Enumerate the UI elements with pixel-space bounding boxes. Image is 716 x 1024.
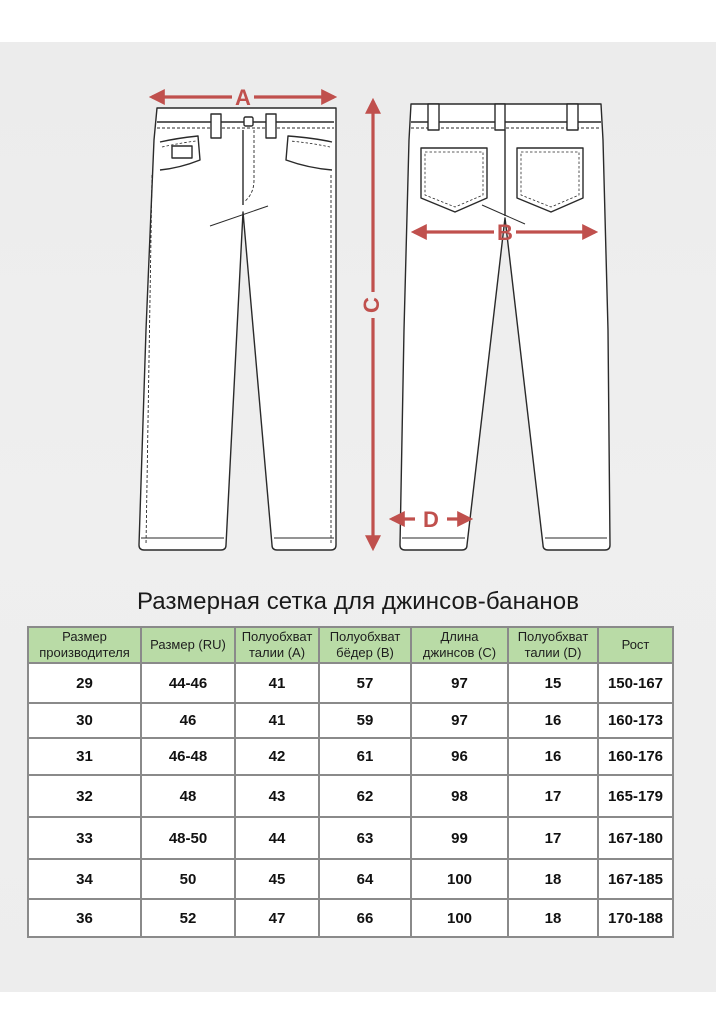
col-waist-half-cell: 47	[235, 899, 319, 937]
col-ru-size-cell: 46-48	[141, 738, 235, 775]
header-text: Длина	[440, 629, 479, 644]
col-jeans-length-cell: 100	[411, 859, 508, 899]
col-jeans-length-cell: 97	[411, 703, 508, 738]
header-text: Полуобхват	[241, 629, 313, 644]
col-height-cell: 165-179	[598, 775, 673, 817]
col-hem-half-cell: 16	[508, 738, 598, 775]
col-ru-size-cell: 50	[141, 859, 235, 899]
col-hem-half-header	[508, 627, 598, 663]
col-ru-size-cell: 48	[141, 775, 235, 817]
table-row	[28, 738, 673, 775]
size-table	[27, 626, 674, 938]
col-hips-half-cell: 63	[319, 817, 411, 859]
col-waist-half-cell: 45	[235, 859, 319, 899]
col-hem-half-cell: 17	[508, 817, 598, 859]
col-height-header	[598, 627, 673, 663]
header-text: Полуобхват	[517, 629, 589, 644]
col-waist-half-cell: 43	[235, 775, 319, 817]
header-text: Размер (RU)	[150, 637, 226, 652]
header-text: производителя	[39, 645, 130, 660]
label-a: A	[235, 85, 251, 110]
col-ru-size-cell: 48-50	[141, 817, 235, 859]
table-body	[28, 663, 673, 937]
col-ru-size-cell: 44-46	[141, 663, 235, 703]
col-manufacturer-size-cell: 31	[28, 738, 141, 775]
col-height-cell: 167-185	[598, 859, 673, 899]
col-ru-size-header	[141, 627, 235, 663]
label-b: B	[497, 220, 513, 245]
col-jeans-length-cell: 98	[411, 775, 508, 817]
col-manufacturer-size-cell: 29	[28, 663, 141, 703]
col-hem-half-cell: 18	[508, 859, 598, 899]
col-height-cell: 150-167	[598, 663, 673, 703]
jeans-back-drawing	[400, 104, 610, 550]
table-row	[28, 859, 673, 899]
jeans-front-drawing	[139, 108, 336, 550]
col-manufacturer-size-cell: 33	[28, 817, 141, 859]
col-jeans-length-cell: 96	[411, 738, 508, 775]
col-waist-half-header	[235, 627, 319, 663]
col-manufacturer-size-header	[28, 627, 141, 663]
col-hem-half-cell: 16	[508, 703, 598, 738]
col-hem-half-cell: 17	[508, 775, 598, 817]
col-ru-size-cell: 52	[141, 899, 235, 937]
label-c: C	[358, 297, 384, 313]
col-hips-half-cell: 64	[319, 859, 411, 899]
col-hem-half-cell: 15	[508, 663, 598, 703]
table-header-row	[28, 627, 673, 663]
col-hips-half-cell: 62	[319, 775, 411, 817]
header-text: бёдер (В)	[336, 645, 394, 660]
col-jeans-length-header	[411, 627, 508, 663]
col-hem-half-cell: 18	[508, 899, 598, 937]
col-waist-half-cell: 41	[235, 703, 319, 738]
col-jeans-length-cell: 97	[411, 663, 508, 703]
col-hips-half-cell: 57	[319, 663, 411, 703]
col-hips-half-cell: 66	[319, 899, 411, 937]
col-hips-half-cell: 61	[319, 738, 411, 775]
col-height-cell: 160-173	[598, 703, 673, 738]
col-waist-half-cell: 41	[235, 663, 319, 703]
col-height-cell: 167-180	[598, 817, 673, 859]
header-text: Рост	[621, 637, 650, 652]
header-text: Полуобхват	[329, 629, 401, 644]
table-row	[28, 899, 673, 937]
jeans-diagram	[0, 42, 716, 562]
col-waist-half-cell: 42	[235, 738, 319, 775]
table-row	[28, 703, 673, 738]
table-row	[28, 775, 673, 817]
label-d: D	[423, 507, 439, 532]
header-text: талии (А)	[248, 645, 306, 660]
header-text: джинсов (С)	[422, 645, 497, 660]
col-manufacturer-size-cell: 36	[28, 899, 141, 937]
col-height-cell: 170-188	[598, 899, 673, 937]
header-text: талии (D)	[524, 645, 582, 660]
page-title: Размерная сетка для джинсов-бананов	[136, 588, 580, 615]
table-row	[28, 663, 673, 703]
col-waist-half-cell: 44	[235, 817, 319, 859]
col-manufacturer-size-cell: 32	[28, 775, 141, 817]
table-row	[28, 817, 673, 859]
col-hips-half-cell: 59	[319, 703, 411, 738]
col-manufacturer-size-cell: 30	[28, 703, 141, 738]
col-hips-half-header	[319, 627, 411, 663]
col-jeans-length-cell: 100	[411, 899, 508, 937]
col-height-cell: 160-176	[598, 738, 673, 775]
col-manufacturer-size-cell: 34	[28, 859, 141, 899]
col-ru-size-cell: 46	[141, 703, 235, 738]
header-text: Размер	[62, 629, 107, 644]
col-jeans-length-cell: 99	[411, 817, 508, 859]
